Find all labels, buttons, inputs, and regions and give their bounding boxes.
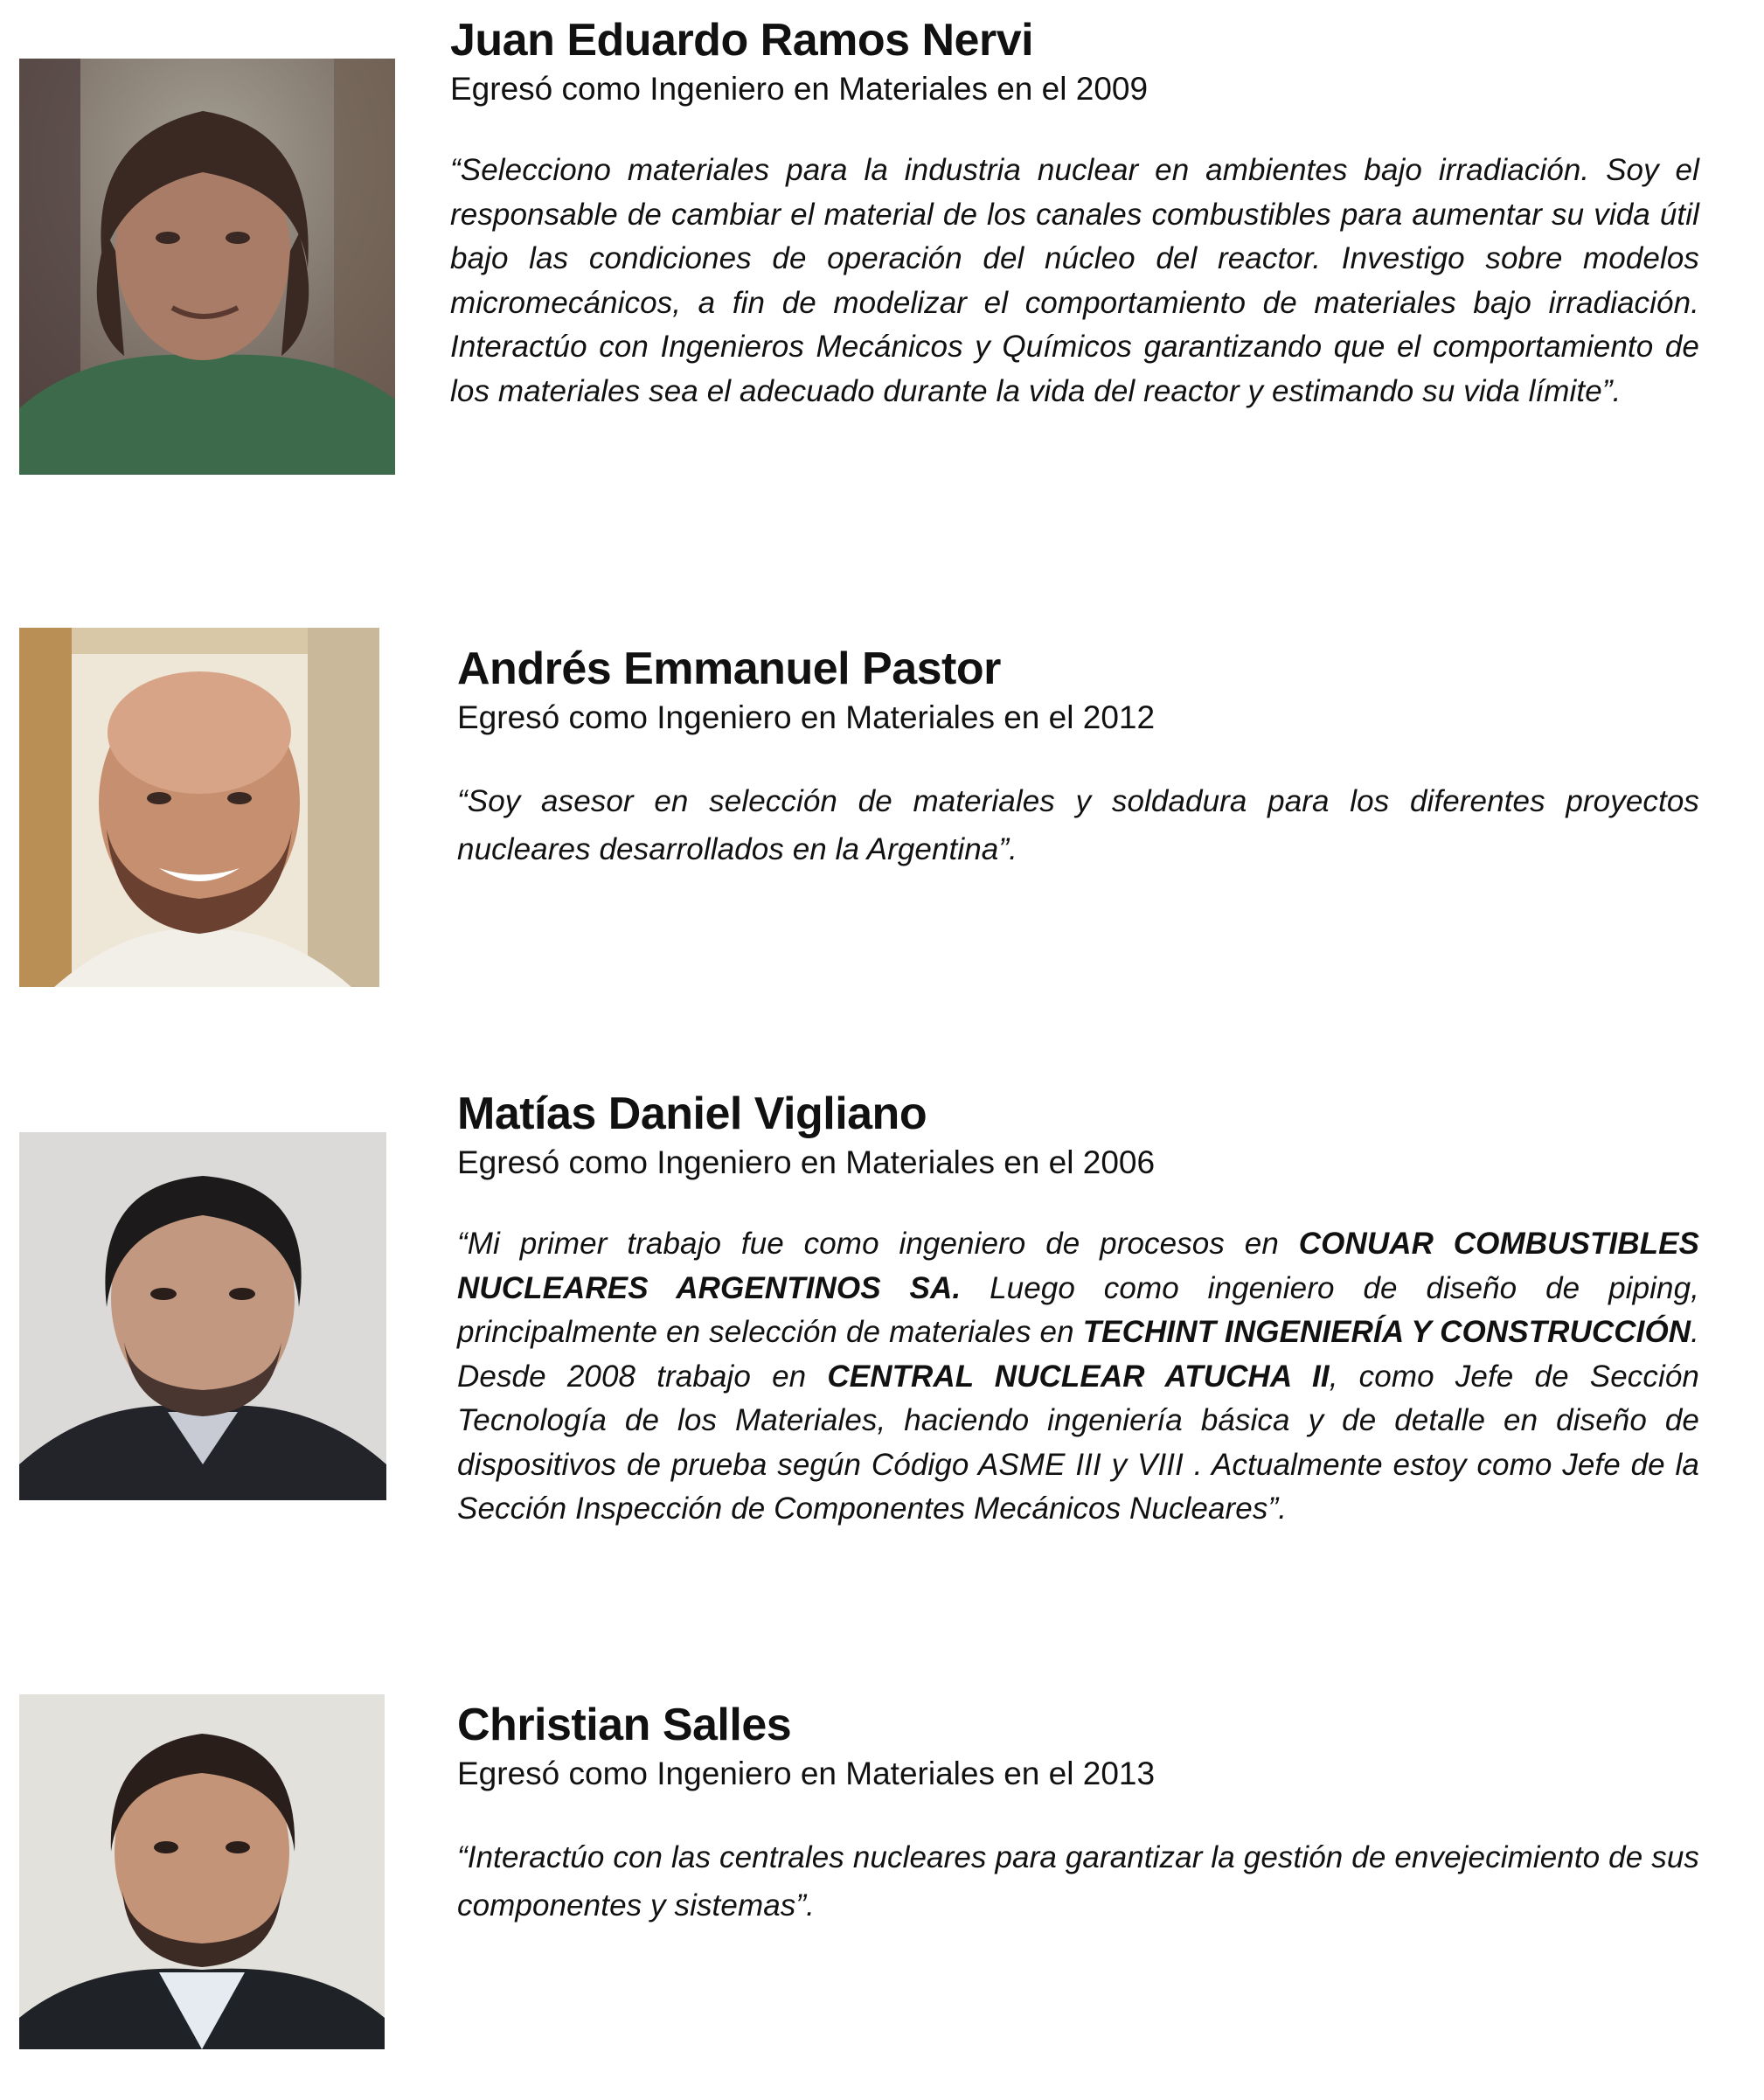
quote-segment: “Mi primer trabajo fue como ingeniero de procesos en: [457, 1227, 1299, 1261]
portrait-image: [19, 59, 395, 475]
testimonial-quote: [457, 1222, 1699, 1532]
testimonial-quote: [450, 149, 1699, 414]
graduation-line: Egresó como Ingeniero en Materiales en el 2009: [450, 71, 1149, 107]
quote-segment: “Selecciono materiales para la industria nuclear en ambientes bajo irradiación. Soy el responsable de cambiar el material de los canales combustibles para aumentar su vida útil bajo las condiciones de operación del núcleo del reactor. Investigo sobre modelos micromecánicos, a fin de modelizar el comportamiento de materiales bajo irradiación. Interactúo con Ingenieros Mecánicos y Químicos garantizando que el comportamiento de los materiales sea el adecuado durante la vida del reactor y estimando su vida límite”.: [450, 153, 1699, 408]
portrait-image: [19, 1694, 385, 2049]
portrait-image: [19, 1132, 386, 1500]
quote-emphasis: CONUAR COMBUSTIBLES NUCLEARES ARGENTINOS SA.: [457, 1227, 1699, 1305]
profile-photo: [19, 1132, 386, 1500]
profile-text: [457, 643, 1699, 873]
person-name: Juan Eduardo Ramos Nervi: [450, 15, 1034, 66]
profile-text: [457, 1699, 1699, 1930]
testimonial-quote: [457, 777, 1699, 873]
quote-emphasis: TECHINT INGENIERÍA Y CONSTRUCCIÓN: [1082, 1315, 1691, 1349]
profile-text: [450, 14, 1699, 414]
profile-photo: [19, 59, 395, 475]
graduation-line: Egresó como Ingeniero en Materiales en el 2006: [457, 1144, 1156, 1180]
graduation-line: Egresó como Ingeniero en Materiales en el 2012: [457, 699, 1156, 735]
graduation-line: Egresó como Ingeniero en Materiales en el 2013: [457, 1756, 1156, 1791]
quote-segment: “Interactúo con las centrales nucleares para garantizar la gestión de envejecimiento de sus componentes y sistemas”.: [457, 1840, 1699, 1923]
testimonial-quote: [457, 1833, 1699, 1930]
person-name: Matías Daniel Vigliano: [457, 1088, 927, 1139]
quote-segment: . Desde 2008 trabajo en: [457, 1315, 1699, 1394]
profile-photo: [19, 628, 379, 987]
quote-segment: , como Jefe de Sección Tecnología de los Materiales, haciendo ingeniería básica y de detalle en diseño de dispositivos de prueba según Código ASME III y VIII . Actualmente estoy como Jefe de la Sección Inspección de Componentes Mecánicos Nucleares”.: [457, 1359, 1699, 1526]
quote-emphasis: CENTRAL NUCLEAR ATUCHA II: [827, 1359, 1330, 1394]
person-name: Christian Salles: [457, 1700, 792, 1750]
profile-text: [457, 1088, 1699, 1532]
quote-segment: “Soy asesor en selección de materiales y soldadura para los diferentes proyectos nucleares desarrollados en la Argentina”.: [457, 784, 1699, 866]
person-name: Andrés Emmanuel Pastor: [457, 643, 1001, 694]
profile-photo: [19, 1694, 385, 2049]
portrait-image: [19, 628, 379, 987]
quote-segment: Luego como ingeniero de diseño de piping, principalmente en selección de materiales en: [457, 1270, 1699, 1349]
